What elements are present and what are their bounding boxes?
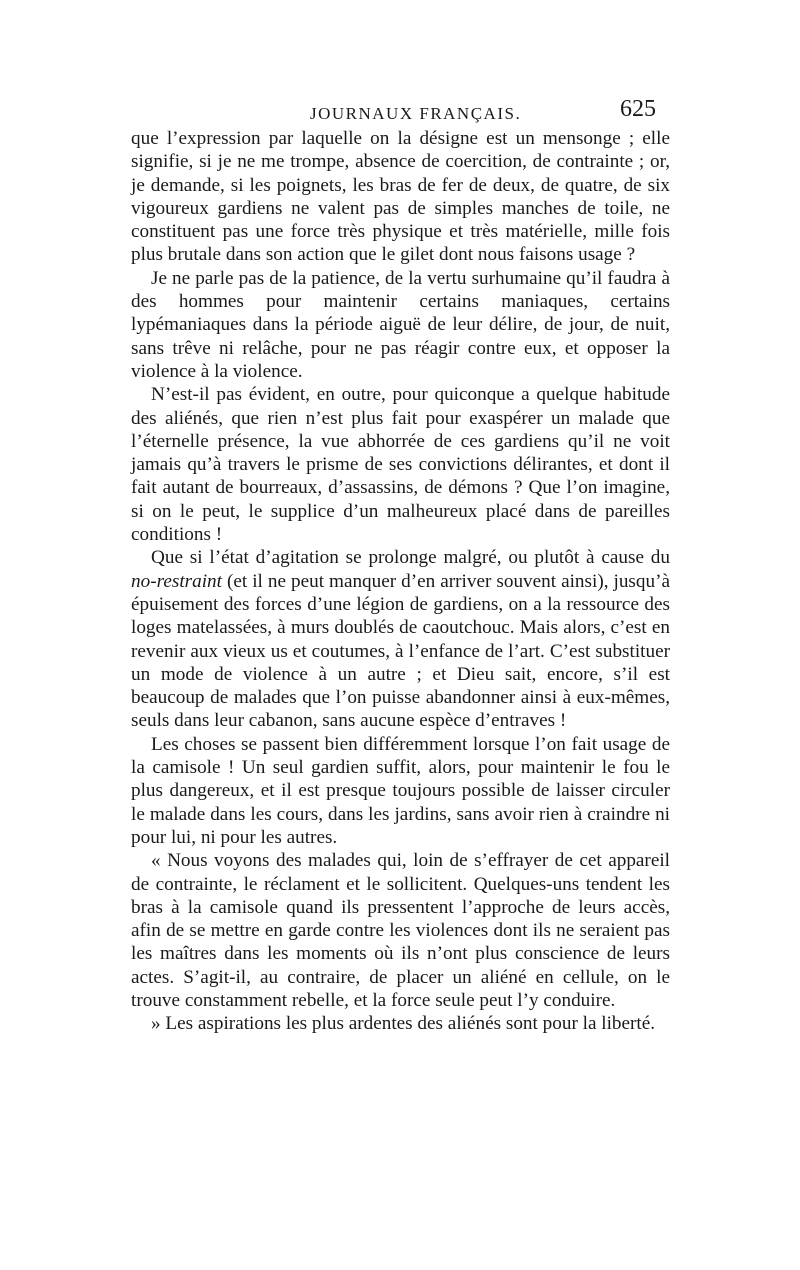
paragraph: que l’expression par laquelle on la désigne est un mensonge ; elle signifie, si je ne me trompe, absence de coercition, de contrainte ; or, je demande, si les poignets, les bras de fer de deux, de quatre, de six vigoureux gardiens ne valent pas de simples manches de toile, ne constituent pas une force très physique et très matérielle, mille fois plus brutale dans son action que le gilet dont nous faisons usage ?	[131, 128, 670, 266]
italic-term: no-restraint	[131, 570, 222, 592]
paragraph: N’est-il pas évident, en outre, pour quiconque a quelque habitude des aliénés, que rien n’est plus fait pour exaspérer un malade que l’éternelle présence, la vue abhorrée de ces gardiens qu’il ne voit jamais qu’à travers le prisme de ses convictions délirantes, et dont il fait autant de bourreaux, d’assassins, de démons ? Que l’on imagine, si on le peut, le supplice d’un malheureux placé dans de pareilles conditions !	[131, 384, 670, 546]
paragraph	[131, 546, 670, 732]
paragraph: Je ne parle pas de la patience, de la vertu surhumaine qu’il faudra à des hommes pour maintenir certains maniaques, certains lypémaniaques dans la période aiguë de leur délire, de jour, de nuit, sans trêve ni relâche, pour ne pas réagir contre eux, et opposer la violence à la violence.	[131, 267, 670, 382]
quoted-paragraph: « Nous voyons des malades qui, loin de s’effrayer de cet appareil de contrainte, le réclament et le sollicitent. Quelques-uns tendent les bras à la camisole quand ils pressentent l’approche de leurs accès, afin de se mettre en garde contre les violences dont ils ne seraient pas les maîtres dans les moments où ils n’ont plus conscience de leurs actes. S’agit-il, au contraire, de placer un aliéné en cellule, on le trouve constamment rebelle, et la force seule peut l’y conduire.	[131, 850, 670, 1011]
paragraph-text: (et il ne peut manquer d’en arriver souvent ainsi), jusqu’à épuisement des forces d’une légion de gardiens, on a la ressource des loges matelassées, à murs doublés de caoutchouc. Mais alors, c’est en revenir aux vieux us et coutumes, à l’enfance de l’art. C’est substituer un mode de violence à un autre ; et Dieu sait, encore, s’il est beaucoup de malades que l’on puisse abandonner ainsi à eux-mêmes, seuls dans leur cabanon, sans aucune espèce d’entraves !	[131, 570, 670, 732]
running-head: JOURNAUX FRANÇAIS.	[310, 104, 522, 123]
paragraph-text: Que si l’état d’agitation se prolonge malgré, ou plutôt à cause du	[151, 547, 670, 569]
quoted-paragraph: » Les aspirations les plus ardentes des aliénés sont pour la liberté.	[151, 1013, 656, 1035]
page-number: 625	[620, 96, 656, 122]
paragraph: Les choses se passent bien différemment lorsque l’on fait usage de la camisole ! Un seul gardien suffit, alors, pour maintenir le fou le plus dangereux, et il est presque toujours possible de laisser circuler le malade dans les cours, dans les jardins, sans avoir rien à craindre ni pour lui, ni pour les autres.	[131, 733, 670, 848]
body-text	[131, 127, 670, 1036]
